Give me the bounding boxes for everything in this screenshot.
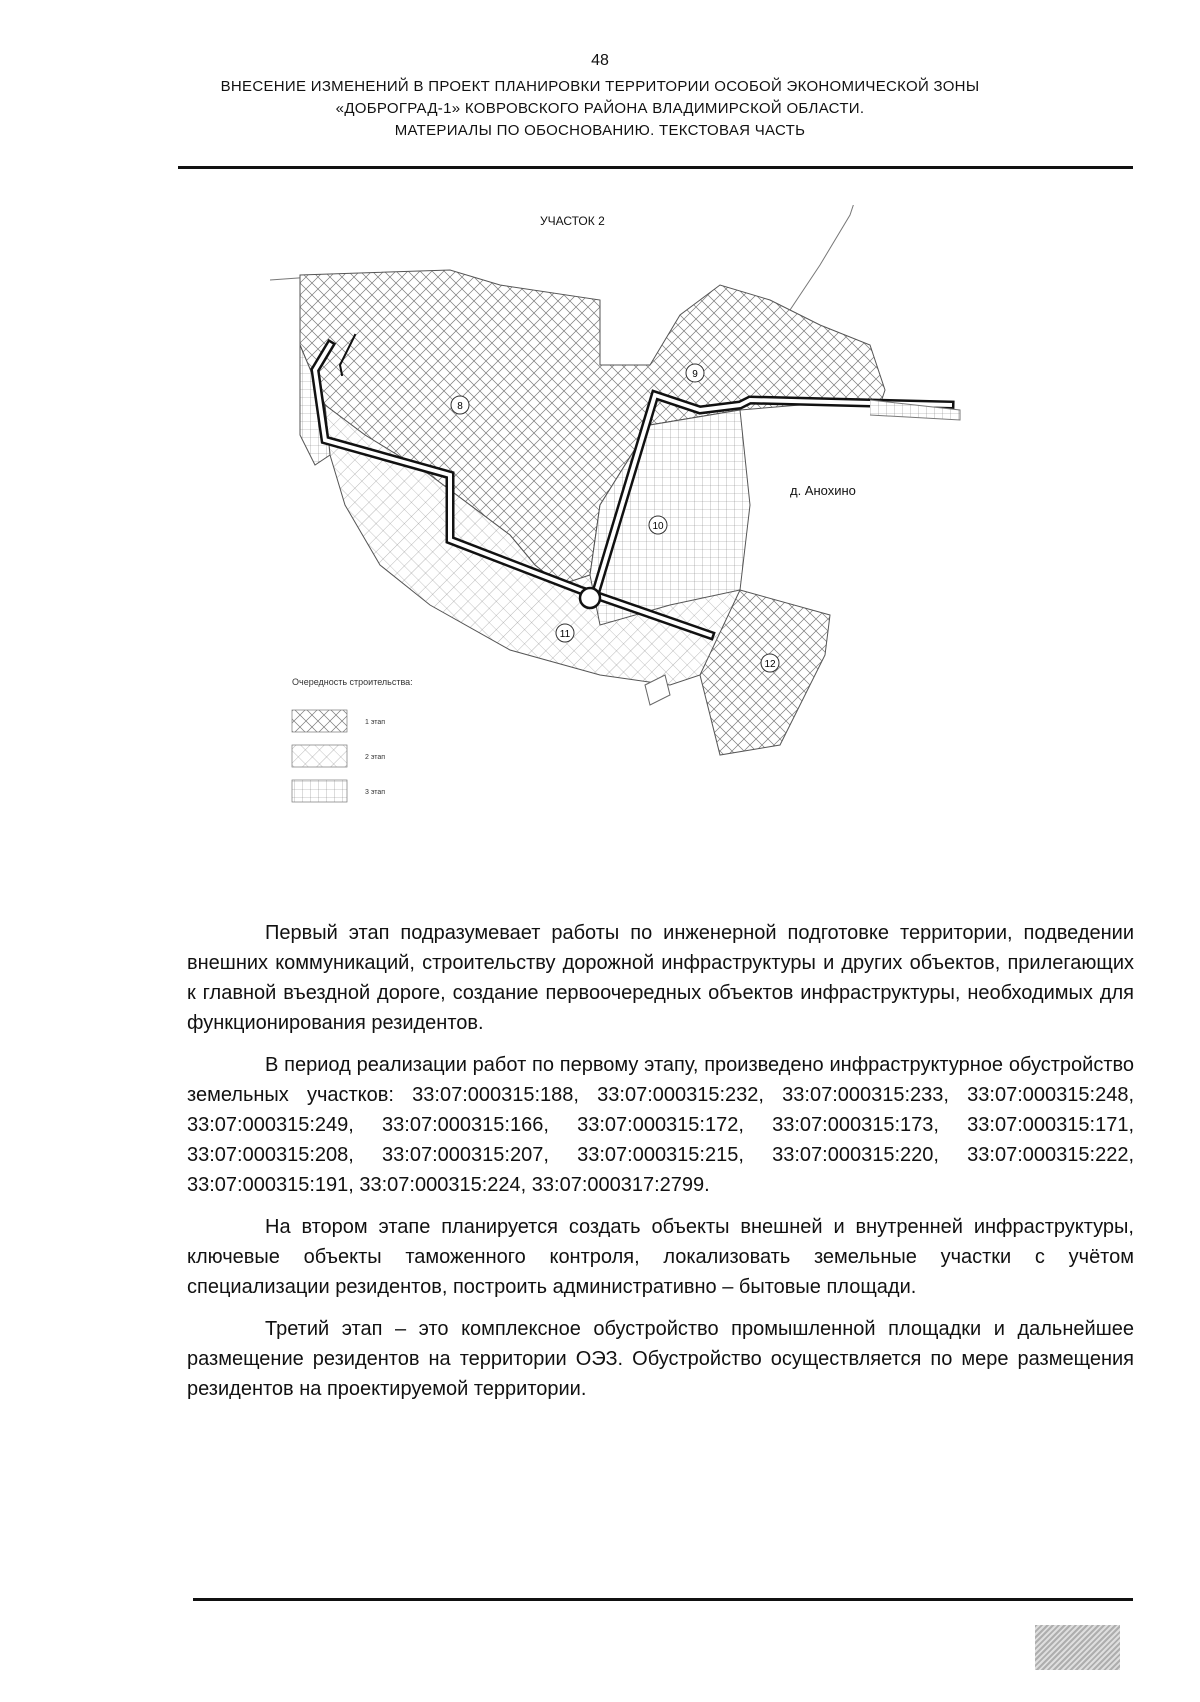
legend-label-stage-2: 2 этап [365,754,386,761]
legend-title: Очередность строительства: [292,677,413,687]
paragraph-stage-2: На втором этапе планируется создать объекты внешней и внутренней инфраструктуры, ключевые объекты таможенного контроля, локализовать земельные участки с учётом специализации резидентов, построить административно – бытовые площади. [187,1216,1134,1298]
plot-marker-12 [761,654,779,672]
plot-marker-11 [556,624,574,642]
roundabout [580,588,600,608]
plot-marker-10 [649,516,667,534]
paragraph-stage-1: Первый этап подразумевает работы по инженерной подготовке территории, подведении внешних коммуникаций, строительству дорожной инфраструктуры и других объектов, прилегающих к главной въездной дороге, создание первоочередных объектов инфраструктуры, необходимых для функционирования резидентов. [187,922,1134,1034]
plot-number-8: 8 [457,401,463,412]
legend-label-stage-3: 3 этап [365,789,386,796]
legend-swatch-stage-3 [292,780,347,802]
plot-number-9: 9 [692,369,698,380]
legend-swatch-stage-1 [292,710,347,732]
document-header [150,76,1050,142]
site-plan-map [270,205,1060,885]
plot-number-10: 10 [652,521,664,532]
scan-stamp [1035,1625,1120,1670]
header-line-3: МАТЕРИАЛЫ ПО ОБОСНОВАНИЮ. ТЕКСТОВАЯ ЧАСТЬ [394,122,806,139]
body-text [187,918,1134,1416]
header-line-2: «ДОБРОГРАД-1» КОВРОВСКОГО РАЙОНА ВЛАДИМИРСКОЙ ОБЛАСТИ. [335,100,865,117]
header-rule [178,166,1133,169]
legend-swatch-stage-2 [292,745,347,767]
paragraph-cadastral-plots: В период реализации работ по первому этапу, произведено инфраструктурное обустройство земельных участков: 33:07:000315:188, 33:07:000315:232, 33:07:000315:233, 33:07:000315:248, 33:07:000315:249, 33:07:000315:166, 33:07:000315:172, 33:07:000315:173, 33:07:000315:171, 33:07:000315:208, 33:07:000315:207, 33:07:000315:215, 33:07:000315:220, 33:07:000315:222, 33:07:000315:191, 33:07:000315:224, 33:07:000317:2799. [187,1054,1134,1196]
map-title: УЧАСТОК 2 [540,214,605,228]
plot-marker-8 [451,396,469,414]
page-number: 48 [591,52,609,69]
footer-rule [193,1598,1133,1601]
legend-label-stage-1: 1 этап [365,719,386,726]
plot-number-11: 11 [559,629,571,640]
plot-marker-9 [686,364,704,382]
plot-number-12: 12 [764,659,776,670]
village-label: д. Анохино [790,483,856,498]
paragraph-stage-3: Третий этап – это комплексное обустройство промышленной площадки и дальнейшее размещение резидентов на территории ОЭЗ. Обустройство осуществляется по мере размещения резидентов на проектируемой территории. [187,1318,1134,1400]
header-line-1: ВНЕСЕНИЕ ИЗМЕНЕНИЙ В ПРОЕКТ ПЛАНИРОВКИ ТЕРРИТОРИИ ОСОБОЙ ЭКОНОМИЧЕСКОЙ ЗОНЫ [220,78,980,95]
